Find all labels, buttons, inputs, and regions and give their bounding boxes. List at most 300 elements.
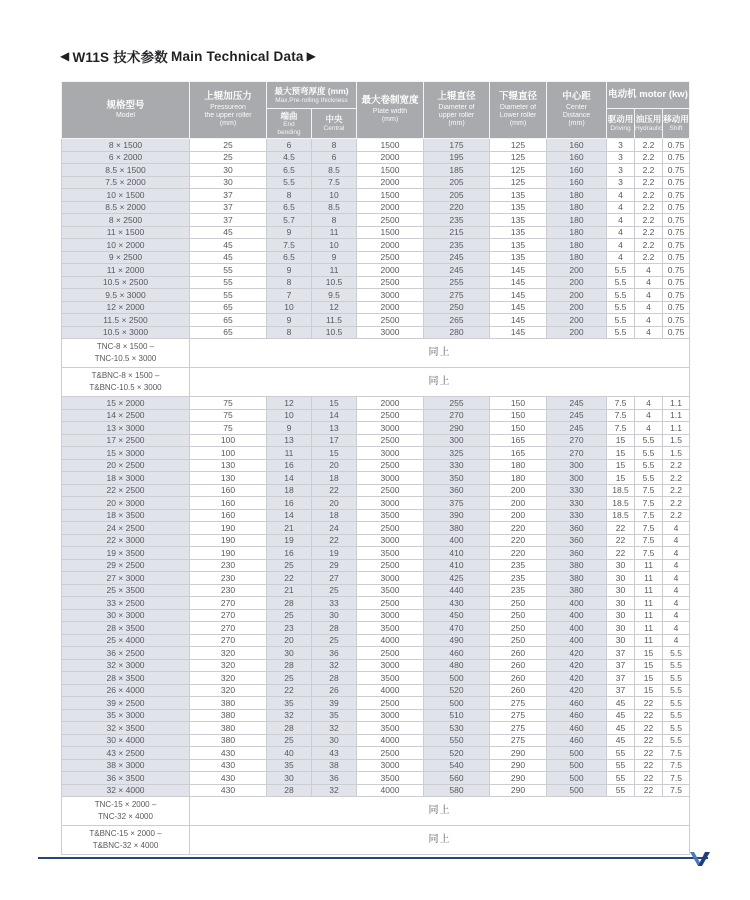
model-cell: 20 × 2500 — [62, 459, 190, 472]
value-cell: 150 — [490, 422, 547, 435]
value-cell: 7.5 — [635, 534, 663, 547]
value-cell: 18 — [267, 484, 312, 497]
value-cell: 55 — [190, 276, 267, 289]
value-cell: 32 — [312, 784, 357, 797]
value-cell: 160 — [547, 176, 607, 189]
value-cell: 11 — [267, 447, 312, 460]
model-cell: 25 × 3500 — [62, 584, 190, 597]
value-cell: 290 — [424, 422, 490, 435]
value-cell: 430 — [190, 784, 267, 797]
model-cell: 6 × 2000 — [62, 151, 190, 164]
value-cell: 250 — [490, 609, 547, 622]
value-cell: 22 — [635, 747, 663, 760]
value-cell: 32 — [312, 659, 357, 672]
value-cell: 28 — [267, 659, 312, 672]
value-cell: 235 — [424, 239, 490, 252]
value-cell: 3000 — [357, 534, 424, 547]
model-cell: 36 × 3500 — [62, 772, 190, 785]
value-cell: 420 — [547, 684, 607, 697]
value-cell: 30 — [607, 572, 635, 585]
value-cell: 2.2 — [635, 226, 663, 239]
value-cell: 180 — [490, 459, 547, 472]
value-cell: 180 — [547, 189, 607, 202]
value-cell: 7.5 — [635, 509, 663, 522]
value-cell: 360 — [547, 547, 607, 560]
value-cell: 43 — [312, 747, 357, 760]
value-cell: 320 — [190, 684, 267, 697]
value-cell: 215 — [424, 226, 490, 239]
value-cell: 270 — [190, 609, 267, 622]
value-cell: 3000 — [357, 659, 424, 672]
value-cell: 420 — [547, 647, 607, 660]
value-cell: 275 — [490, 734, 547, 747]
value-cell: 270 — [190, 622, 267, 635]
value-cell: 38 — [312, 759, 357, 772]
value-cell: 145 — [490, 276, 547, 289]
value-cell: 3500 — [357, 547, 424, 560]
value-cell: 8 — [312, 214, 357, 227]
value-cell: 4 — [663, 559, 690, 572]
value-cell: 0.75 — [663, 226, 690, 239]
model-cell: 32 × 4000 — [62, 784, 190, 797]
model-cell: 11.5 × 2500 — [62, 314, 190, 327]
value-cell: 2500 — [357, 214, 424, 227]
value-cell: 260 — [490, 672, 547, 685]
header-motor-group: 电动机 motor (kw) — [607, 82, 690, 109]
value-cell: 75 — [190, 409, 267, 422]
value-cell: 10 — [312, 239, 357, 252]
check-right-stroke — [698, 852, 710, 866]
value-cell: 2.2 — [663, 484, 690, 497]
model-cell: 30 × 3000 — [62, 609, 190, 622]
value-cell: 37 — [607, 647, 635, 660]
value-cell: 180 — [547, 251, 607, 264]
value-cell: 5.5 — [663, 709, 690, 722]
table-row — [62, 826, 690, 855]
value-cell: 260 — [490, 659, 547, 672]
value-cell: 290 — [490, 784, 547, 797]
value-cell: 135 — [490, 189, 547, 202]
model-cell: 36 × 2500 — [62, 647, 190, 660]
value-cell: 135 — [490, 239, 547, 252]
value-cell: 290 — [490, 747, 547, 760]
value-cell: 1.1 — [663, 409, 690, 422]
table-row — [62, 622, 690, 635]
value-cell: 230 — [190, 559, 267, 572]
value-cell: 460 — [547, 697, 607, 710]
value-cell: 390 — [424, 509, 490, 522]
value-cell: 520 — [424, 747, 490, 760]
value-cell: 0.75 — [663, 139, 690, 152]
value-cell: 245 — [424, 251, 490, 264]
value-cell: 2500 — [357, 409, 424, 422]
value-cell: 500 — [547, 747, 607, 760]
value-cell: 36 — [312, 772, 357, 785]
value-cell: 4 — [607, 214, 635, 227]
value-cell: 1.5 — [663, 434, 690, 447]
value-cell: 2500 — [357, 647, 424, 660]
value-cell: 3000 — [357, 422, 424, 435]
table-row — [62, 472, 690, 485]
value-cell: 2.2 — [635, 239, 663, 252]
value-cell: 3 — [607, 139, 635, 152]
value-cell: 7.5 — [663, 784, 690, 797]
value-cell: 5.5 — [607, 301, 635, 314]
value-cell: 25 — [190, 151, 267, 164]
value-cell: 7.5 — [607, 409, 635, 422]
value-cell: 16 — [267, 459, 312, 472]
model-cell: 10 × 2000 — [62, 239, 190, 252]
value-cell: 4 — [607, 251, 635, 264]
value-cell: 375 — [424, 497, 490, 510]
same-as-above-cell: 同上 — [190, 368, 690, 397]
value-cell: 15 — [635, 659, 663, 672]
value-cell: 5.5 — [635, 447, 663, 460]
value-cell: 300 — [547, 459, 607, 472]
table-row — [62, 264, 690, 277]
value-cell: 180 — [547, 239, 607, 252]
model-cell: 24 × 2500 — [62, 522, 190, 535]
value-cell: 25 — [267, 734, 312, 747]
value-cell: 2000 — [357, 176, 424, 189]
value-cell: 4000 — [357, 784, 424, 797]
value-cell: 4 — [663, 634, 690, 647]
value-cell: 28 — [312, 672, 357, 685]
header-end-bending: 端曲 End bending — [267, 109, 312, 139]
value-cell: 430 — [190, 747, 267, 760]
model-cell: 15 × 3000 — [62, 447, 190, 460]
value-cell: 275 — [490, 722, 547, 735]
value-cell: 125 — [490, 139, 547, 152]
value-cell: 3 — [607, 164, 635, 177]
value-cell: 5.7 — [267, 214, 312, 227]
value-cell: 4 — [635, 314, 663, 327]
model-cell: 27 × 3000 — [62, 572, 190, 585]
value-cell: 380 — [190, 722, 267, 735]
value-cell: 1.1 — [663, 422, 690, 435]
model-cell: 22 × 3000 — [62, 534, 190, 547]
value-cell: 330 — [547, 484, 607, 497]
value-cell: 400 — [547, 622, 607, 635]
value-cell: 235 — [490, 559, 547, 572]
value-cell: 3000 — [357, 497, 424, 510]
value-cell: 0.75 — [663, 276, 690, 289]
value-cell: 3000 — [357, 709, 424, 722]
value-cell: 4 — [635, 276, 663, 289]
value-cell: 8 — [267, 276, 312, 289]
value-cell: 360 — [547, 522, 607, 535]
model-range-cell: TNC-8 × 1500 – TNC-10.5 × 3000 — [62, 339, 190, 368]
value-cell: 250 — [490, 597, 547, 610]
value-cell: 9 — [267, 314, 312, 327]
value-cell: 30 — [190, 176, 267, 189]
table-row — [62, 759, 690, 772]
value-cell: 255 — [424, 397, 490, 410]
value-cell: 255 — [424, 276, 490, 289]
value-cell: 200 — [547, 289, 607, 302]
value-cell: 400 — [547, 634, 607, 647]
model-cell: 10.5 × 2500 — [62, 276, 190, 289]
value-cell: 25 — [267, 559, 312, 572]
table-row — [62, 734, 690, 747]
value-cell: 55 — [607, 784, 635, 797]
value-cell: 0.75 — [663, 201, 690, 214]
value-cell: 7.5 — [607, 397, 635, 410]
value-cell: 37 — [607, 672, 635, 685]
value-cell: 15 — [607, 447, 635, 460]
value-cell: 15 — [635, 672, 663, 685]
table-row — [62, 634, 690, 647]
value-cell: 5.5 — [607, 326, 635, 339]
value-cell: 4 — [663, 547, 690, 560]
value-cell: 14 — [267, 472, 312, 485]
value-cell: 2.2 — [635, 214, 663, 227]
value-cell: 300 — [424, 434, 490, 447]
value-cell: 3000 — [357, 472, 424, 485]
value-cell: 28 — [312, 622, 357, 635]
value-cell: 150 — [490, 409, 547, 422]
value-cell: 200 — [490, 509, 547, 522]
value-cell: 22 — [312, 534, 357, 547]
value-cell: 25 — [312, 584, 357, 597]
value-cell: 0.75 — [663, 264, 690, 277]
value-cell: 250 — [424, 301, 490, 314]
value-cell: 205 — [424, 189, 490, 202]
value-cell: 11 — [312, 226, 357, 239]
value-cell: 30 — [267, 772, 312, 785]
model-cell: 8 × 2500 — [62, 214, 190, 227]
model-cell: 13 × 3000 — [62, 422, 190, 435]
value-cell: 22 — [635, 759, 663, 772]
value-cell: 5.5 — [635, 434, 663, 447]
value-cell: 3500 — [357, 509, 424, 522]
value-cell: 0.75 — [663, 151, 690, 164]
value-cell: 3 — [607, 176, 635, 189]
table-row — [62, 509, 690, 522]
table-row — [62, 534, 690, 547]
value-cell: 27 — [312, 572, 357, 585]
value-cell: 30 — [607, 622, 635, 635]
value-cell: 160 — [190, 509, 267, 522]
value-cell: 15 — [635, 647, 663, 660]
value-cell: 560 — [424, 772, 490, 785]
model-cell: 8.5 × 2000 — [62, 201, 190, 214]
value-cell: 45 — [607, 722, 635, 735]
value-cell: 5.5 — [663, 734, 690, 747]
value-cell: 320 — [190, 672, 267, 685]
table-row — [62, 339, 690, 368]
value-cell: 16 — [267, 547, 312, 560]
header-plate-width: 最大卷制宽度 Plate width (mm) — [357, 82, 424, 139]
value-cell: 200 — [547, 301, 607, 314]
value-cell: 65 — [190, 314, 267, 327]
value-cell: 460 — [547, 734, 607, 747]
value-cell: 135 — [490, 201, 547, 214]
value-cell: 530 — [424, 722, 490, 735]
value-cell: 4 — [607, 239, 635, 252]
value-cell: 14 — [312, 409, 357, 422]
value-cell: 1500 — [357, 164, 424, 177]
value-cell: 2000 — [357, 239, 424, 252]
table-row — [62, 484, 690, 497]
value-cell: 130 — [190, 472, 267, 485]
value-cell: 22 — [312, 484, 357, 497]
value-cell: 500 — [424, 697, 490, 710]
value-cell: 55 — [190, 264, 267, 277]
value-cell: 5.5 — [635, 459, 663, 472]
value-cell: 12 — [267, 397, 312, 410]
model-range-cell: T&BNC-15 × 2000 – T&BNC-32 × 4000 — [62, 826, 190, 855]
value-cell: 25 — [190, 139, 267, 152]
value-cell: 7.5 — [635, 522, 663, 535]
value-cell: 18 — [312, 509, 357, 522]
value-cell: 400 — [424, 534, 490, 547]
model-cell: 8.5 × 1500 — [62, 164, 190, 177]
value-cell: 13 — [312, 422, 357, 435]
value-cell: 160 — [547, 151, 607, 164]
value-cell: 330 — [547, 509, 607, 522]
value-cell: 2.2 — [635, 139, 663, 152]
value-cell: 400 — [547, 597, 607, 610]
value-cell: 5.5 — [635, 472, 663, 485]
value-cell: 29 — [312, 559, 357, 572]
model-cell: 43 × 2500 — [62, 747, 190, 760]
value-cell: 380 — [547, 572, 607, 585]
value-cell: 180 — [547, 201, 607, 214]
value-cell: 2.2 — [635, 201, 663, 214]
value-cell: 145 — [490, 301, 547, 314]
value-cell: 2500 — [357, 522, 424, 535]
header-central: 中央 Central — [312, 109, 357, 139]
value-cell: 7.5 — [312, 176, 357, 189]
value-cell: 22 — [635, 709, 663, 722]
value-cell: 39 — [312, 697, 357, 710]
value-cell: 3500 — [357, 772, 424, 785]
value-cell: 2500 — [357, 484, 424, 497]
value-cell: 4000 — [357, 634, 424, 647]
value-cell: 175 — [424, 139, 490, 152]
value-cell: 135 — [490, 214, 547, 227]
value-cell: 220 — [424, 201, 490, 214]
value-cell: 235 — [424, 214, 490, 227]
value-cell: 11 — [635, 609, 663, 622]
value-cell: 22 — [635, 772, 663, 785]
value-cell: 25 — [312, 634, 357, 647]
value-cell: 6.5 — [267, 251, 312, 264]
value-cell: 270 — [424, 409, 490, 422]
table-row — [62, 797, 690, 826]
value-cell: 185 — [424, 164, 490, 177]
value-cell: 21 — [267, 522, 312, 535]
value-cell: 270 — [190, 597, 267, 610]
value-cell: 200 — [490, 484, 547, 497]
value-cell: 18 — [312, 472, 357, 485]
value-cell: 4 — [663, 622, 690, 635]
value-cell: 430 — [424, 597, 490, 610]
value-cell: 0.75 — [663, 251, 690, 264]
value-cell: 4 — [663, 534, 690, 547]
model-cell: 15 × 2000 — [62, 397, 190, 410]
table-row — [62, 164, 690, 177]
value-cell: 160 — [190, 484, 267, 497]
value-cell: 2500 — [357, 434, 424, 447]
value-cell: 0.75 — [663, 239, 690, 252]
value-cell: 5.5 — [663, 722, 690, 735]
value-cell: 22 — [607, 547, 635, 560]
table-row — [62, 672, 690, 685]
value-cell: 0.75 — [663, 289, 690, 302]
value-cell: 410 — [424, 547, 490, 560]
value-cell: 330 — [424, 459, 490, 472]
value-cell: 36 — [312, 647, 357, 660]
value-cell: 1.1 — [663, 397, 690, 410]
value-cell: 550 — [424, 734, 490, 747]
same-as-above-cell: 同上 — [190, 797, 690, 826]
value-cell: 4000 — [357, 734, 424, 747]
table-row — [62, 251, 690, 264]
page-title-zh: W11S 技术参数 — [72, 50, 169, 65]
table-row — [62, 722, 690, 735]
value-cell: 30 — [607, 559, 635, 572]
value-cell: 11 — [312, 264, 357, 277]
value-cell: 3500 — [357, 622, 424, 635]
model-cell: 9 × 2500 — [62, 251, 190, 264]
value-cell: 20 — [312, 497, 357, 510]
value-cell: 7.5 — [663, 772, 690, 785]
value-cell: 35 — [267, 697, 312, 710]
table-row — [62, 422, 690, 435]
value-cell: 32 — [267, 709, 312, 722]
value-cell: 7 — [267, 289, 312, 302]
value-cell: 2000 — [357, 151, 424, 164]
value-cell: 32 — [312, 722, 357, 735]
value-cell: 10.5 — [312, 326, 357, 339]
value-cell: 360 — [547, 534, 607, 547]
model-cell: 11 × 2000 — [62, 264, 190, 277]
value-cell: 2.2 — [663, 472, 690, 485]
table-row — [62, 572, 690, 585]
value-cell: 30 — [312, 609, 357, 622]
value-cell: 37 — [607, 684, 635, 697]
value-cell: 10 — [267, 301, 312, 314]
value-cell: 30 — [312, 734, 357, 747]
value-cell: 2500 — [357, 314, 424, 327]
value-cell: 400 — [547, 609, 607, 622]
value-cell: 190 — [190, 534, 267, 547]
model-cell: 28 × 3500 — [62, 622, 190, 635]
value-cell: 11 — [635, 634, 663, 647]
model-cell: 38 × 3000 — [62, 759, 190, 772]
value-cell: 4 — [663, 572, 690, 585]
value-cell: 22 — [635, 697, 663, 710]
value-cell: 7.5 — [635, 484, 663, 497]
table-row — [62, 239, 690, 252]
header-pressure: 上辊加压力 Pressureon the upper roller (mm) — [190, 82, 267, 139]
value-cell: 580 — [424, 784, 490, 797]
table-row — [62, 547, 690, 560]
value-cell: 7.5 — [635, 547, 663, 560]
value-cell: 8 — [312, 139, 357, 152]
model-cell: 11 × 1500 — [62, 226, 190, 239]
value-cell: 18.5 — [607, 484, 635, 497]
value-cell: 3000 — [357, 326, 424, 339]
value-cell: 2.2 — [663, 509, 690, 522]
table-row — [62, 434, 690, 447]
value-cell: 3500 — [357, 584, 424, 597]
value-cell: 290 — [490, 772, 547, 785]
value-cell: 245 — [547, 409, 607, 422]
value-cell: 5.5 — [267, 176, 312, 189]
